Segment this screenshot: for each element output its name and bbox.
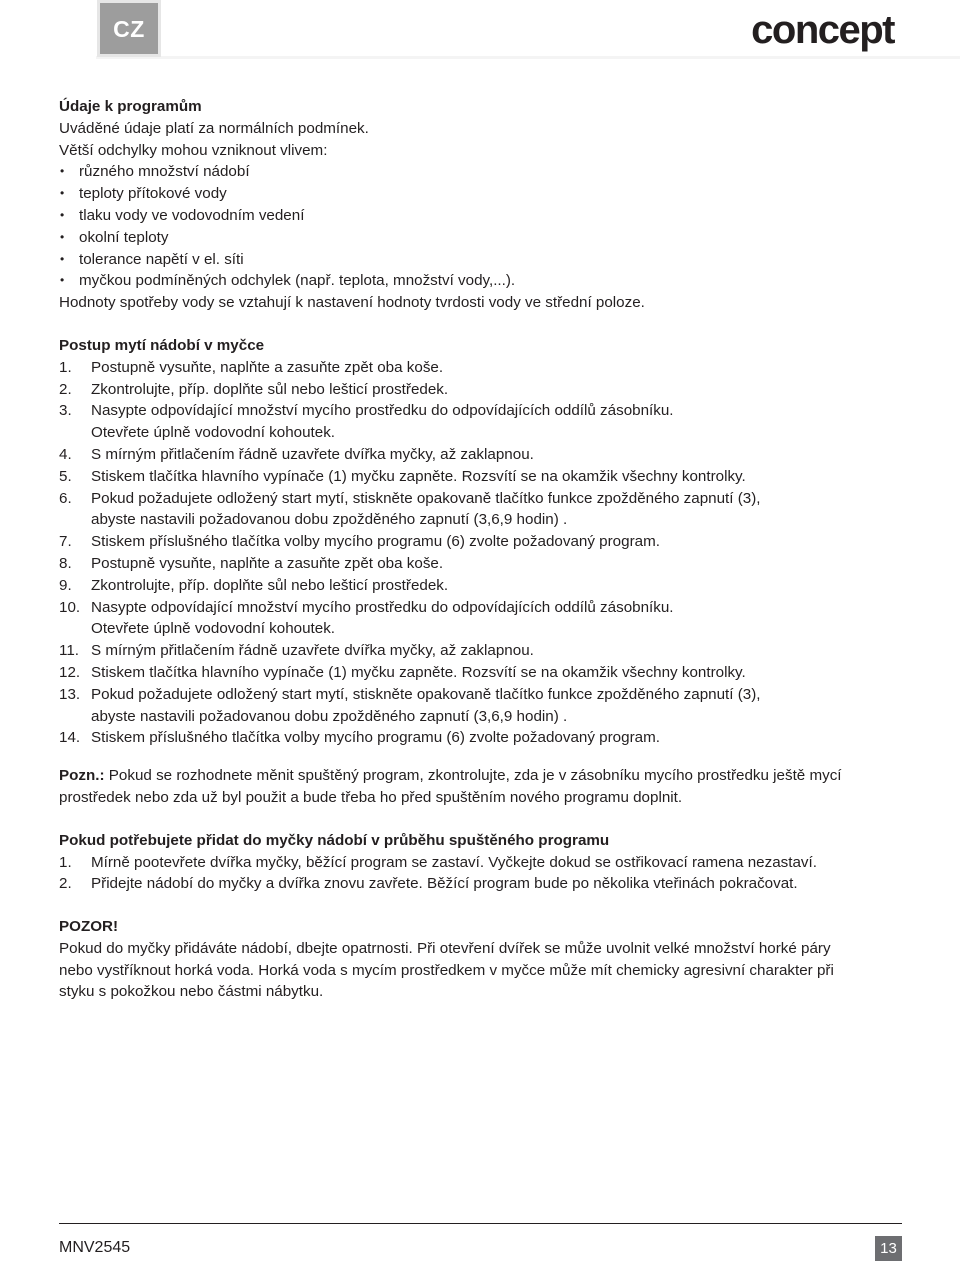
list-item: 1. Mírně pootevřete dvířka myčky, běžící program se zastaví. Vyčkejte dokud se ostřikovací ramena nezastaví. bbox=[59, 853, 817, 871]
program-data-closing: Hodnoty spotřeby vody se vztahují k nastavení hodnoty tvrdosti vody ve střední poloze. bbox=[59, 294, 645, 312]
list-item: • okolní teploty bbox=[59, 227, 904, 249]
note-paragraph bbox=[59, 765, 904, 809]
list-item: 12. Stiskem tlačítka hlavního vypínače (1) myčku zapněte. Rozsvítí se na okamžik všechny kontrolky. bbox=[59, 663, 746, 681]
add-dishes-heading: Pokud potřebujete přidat do myčky nádobí v průběhu spuštěného programu bbox=[59, 831, 610, 849]
program-data-heading: Údaje k programům bbox=[59, 98, 202, 115]
language-badge bbox=[97, 0, 161, 57]
list-item: 6. Pokud požadujete odložený start mytí, stiskněte opakovaně tlačítko funkce zpožděného zapnutí (3), abyste nastavili požadovanou dobu zpožděného zapnutí (3,6,9 hodin) . bbox=[59, 489, 761, 529]
note-text-1: Pokud se rozhodnete měnit spuštěný program, zkontrolujte, zda je v zásobníku mycího prostředku ještě mycí bbox=[104, 767, 842, 785]
list-item: 5. Stiskem tlačítka hlavního vypínače (1) myčku zapněte. Rozsvítí se na okamžik všechny kontrolky. bbox=[59, 467, 746, 485]
list-item: 1. Postupně vysuňte, naplňte a zasuňte zpět oba koše. bbox=[59, 358, 444, 376]
program-data-intro-1: Uváděné údaje platí za normálních podmínek. bbox=[59, 119, 369, 137]
spacer bbox=[59, 749, 904, 765]
page-number: 13 bbox=[875, 1236, 902, 1261]
procedure-steps bbox=[59, 357, 904, 749]
spacer bbox=[59, 809, 904, 830]
list-item: 2. Zkontrolujte, příp. doplňte sůl nebo lešticí prostředek. bbox=[59, 380, 449, 398]
warning-heading: POZOR! bbox=[59, 918, 119, 936]
deviation-factors-list bbox=[59, 161, 904, 292]
spacer bbox=[59, 314, 904, 335]
list-item: 7. Stiskem příslušného tlačítka volby mycího programu (6) zvolte požadovaný program. bbox=[59, 533, 660, 551]
list-item: 9. Zkontrolujte, příp. doplňte sůl nebo lešticí prostředek. bbox=[59, 576, 449, 594]
program-data-intro-2: Větší odchylky mohou vzniknout vlivem: bbox=[59, 141, 328, 159]
document-body bbox=[59, 96, 904, 1003]
spacer bbox=[59, 895, 904, 916]
list-item: • myčkou podmíněných odchylek (např. teplota, množství vody,...). bbox=[59, 270, 904, 292]
list-item: 2. Přidejte nádobí do myčky a dvířka znovu zavřete. Běžící program bude po několika vteřinách pokračovat. bbox=[59, 875, 798, 893]
note-text-2: prostředek nebo zda už byl použit a bude třeba ho před spuštěním nového programu doplnit. bbox=[59, 788, 683, 806]
note-label: Pozn.: bbox=[59, 767, 105, 785]
footer-divider bbox=[59, 1223, 902, 1224]
add-dishes-steps bbox=[59, 852, 904, 896]
language-label: CZ bbox=[113, 16, 145, 42]
procedure-heading: Postup mytí nádobí v myčce bbox=[59, 336, 265, 354]
list-item: • tolerance napětí v el. síti bbox=[59, 249, 904, 271]
list-item: 14. Stiskem příslušného tlačítka volby mycího programu (6) zvolte požadovaný program. bbox=[59, 729, 660, 747]
list-item: • různého množství nádobí bbox=[59, 161, 904, 183]
warning-line-3: styku s pokožkou nebo částmi nábytku. bbox=[59, 983, 324, 1001]
list-item: 10. Nasypte odpovídající množství mycího prostředku do odpovídajících oddílů zásobníku. Otevřete úplně vodovodní kohoutek. bbox=[59, 598, 674, 638]
list-item: • teploty přítokové vody bbox=[59, 183, 904, 205]
list-item: 11. S mírným přitlačením řádně uzavřete dvířka myčky, až zaklapnou. bbox=[59, 642, 534, 660]
list-item: 13. Pokud požadujete odložený start mytí, stiskněte opakovaně tlačítko funkce zpožděného zapnutí (3), abyste nastavili požadovanou dobu zpožděného zapnutí (3,6,9 hodin) . bbox=[59, 685, 761, 725]
header-divider bbox=[96, 56, 960, 59]
list-item: 4. S mírným přitlačením řádně uzavřete dvířka myčky, až zaklapnou. bbox=[59, 445, 534, 463]
list-item: • tlaku vody ve vodovodním vedení bbox=[59, 205, 904, 227]
model-number: MNV2545 bbox=[59, 1239, 131, 1256]
warning-line-2: nebo vystříknout horká voda. Horká voda s mycím prostředkem v myčce může mít chemicky agresivní charakter při bbox=[59, 961, 834, 979]
list-item: 3. Nasypte odpovídající množství mycího prostředku do odpovídajících oddílů zásobníku. Otevřete úplně vodovodní kohoutek. bbox=[59, 402, 674, 442]
list-item: 8. Postupně vysuňte, naplňte a zasuňte zpět oba koše. bbox=[59, 554, 444, 572]
warning-line-1: Pokud do myčky přidáváte nádobí, dbejte opatrnosti. Při otevření dvířek se může uvolnit velké množství horké páry bbox=[59, 939, 831, 957]
brand-logo: concept bbox=[751, 8, 894, 52]
